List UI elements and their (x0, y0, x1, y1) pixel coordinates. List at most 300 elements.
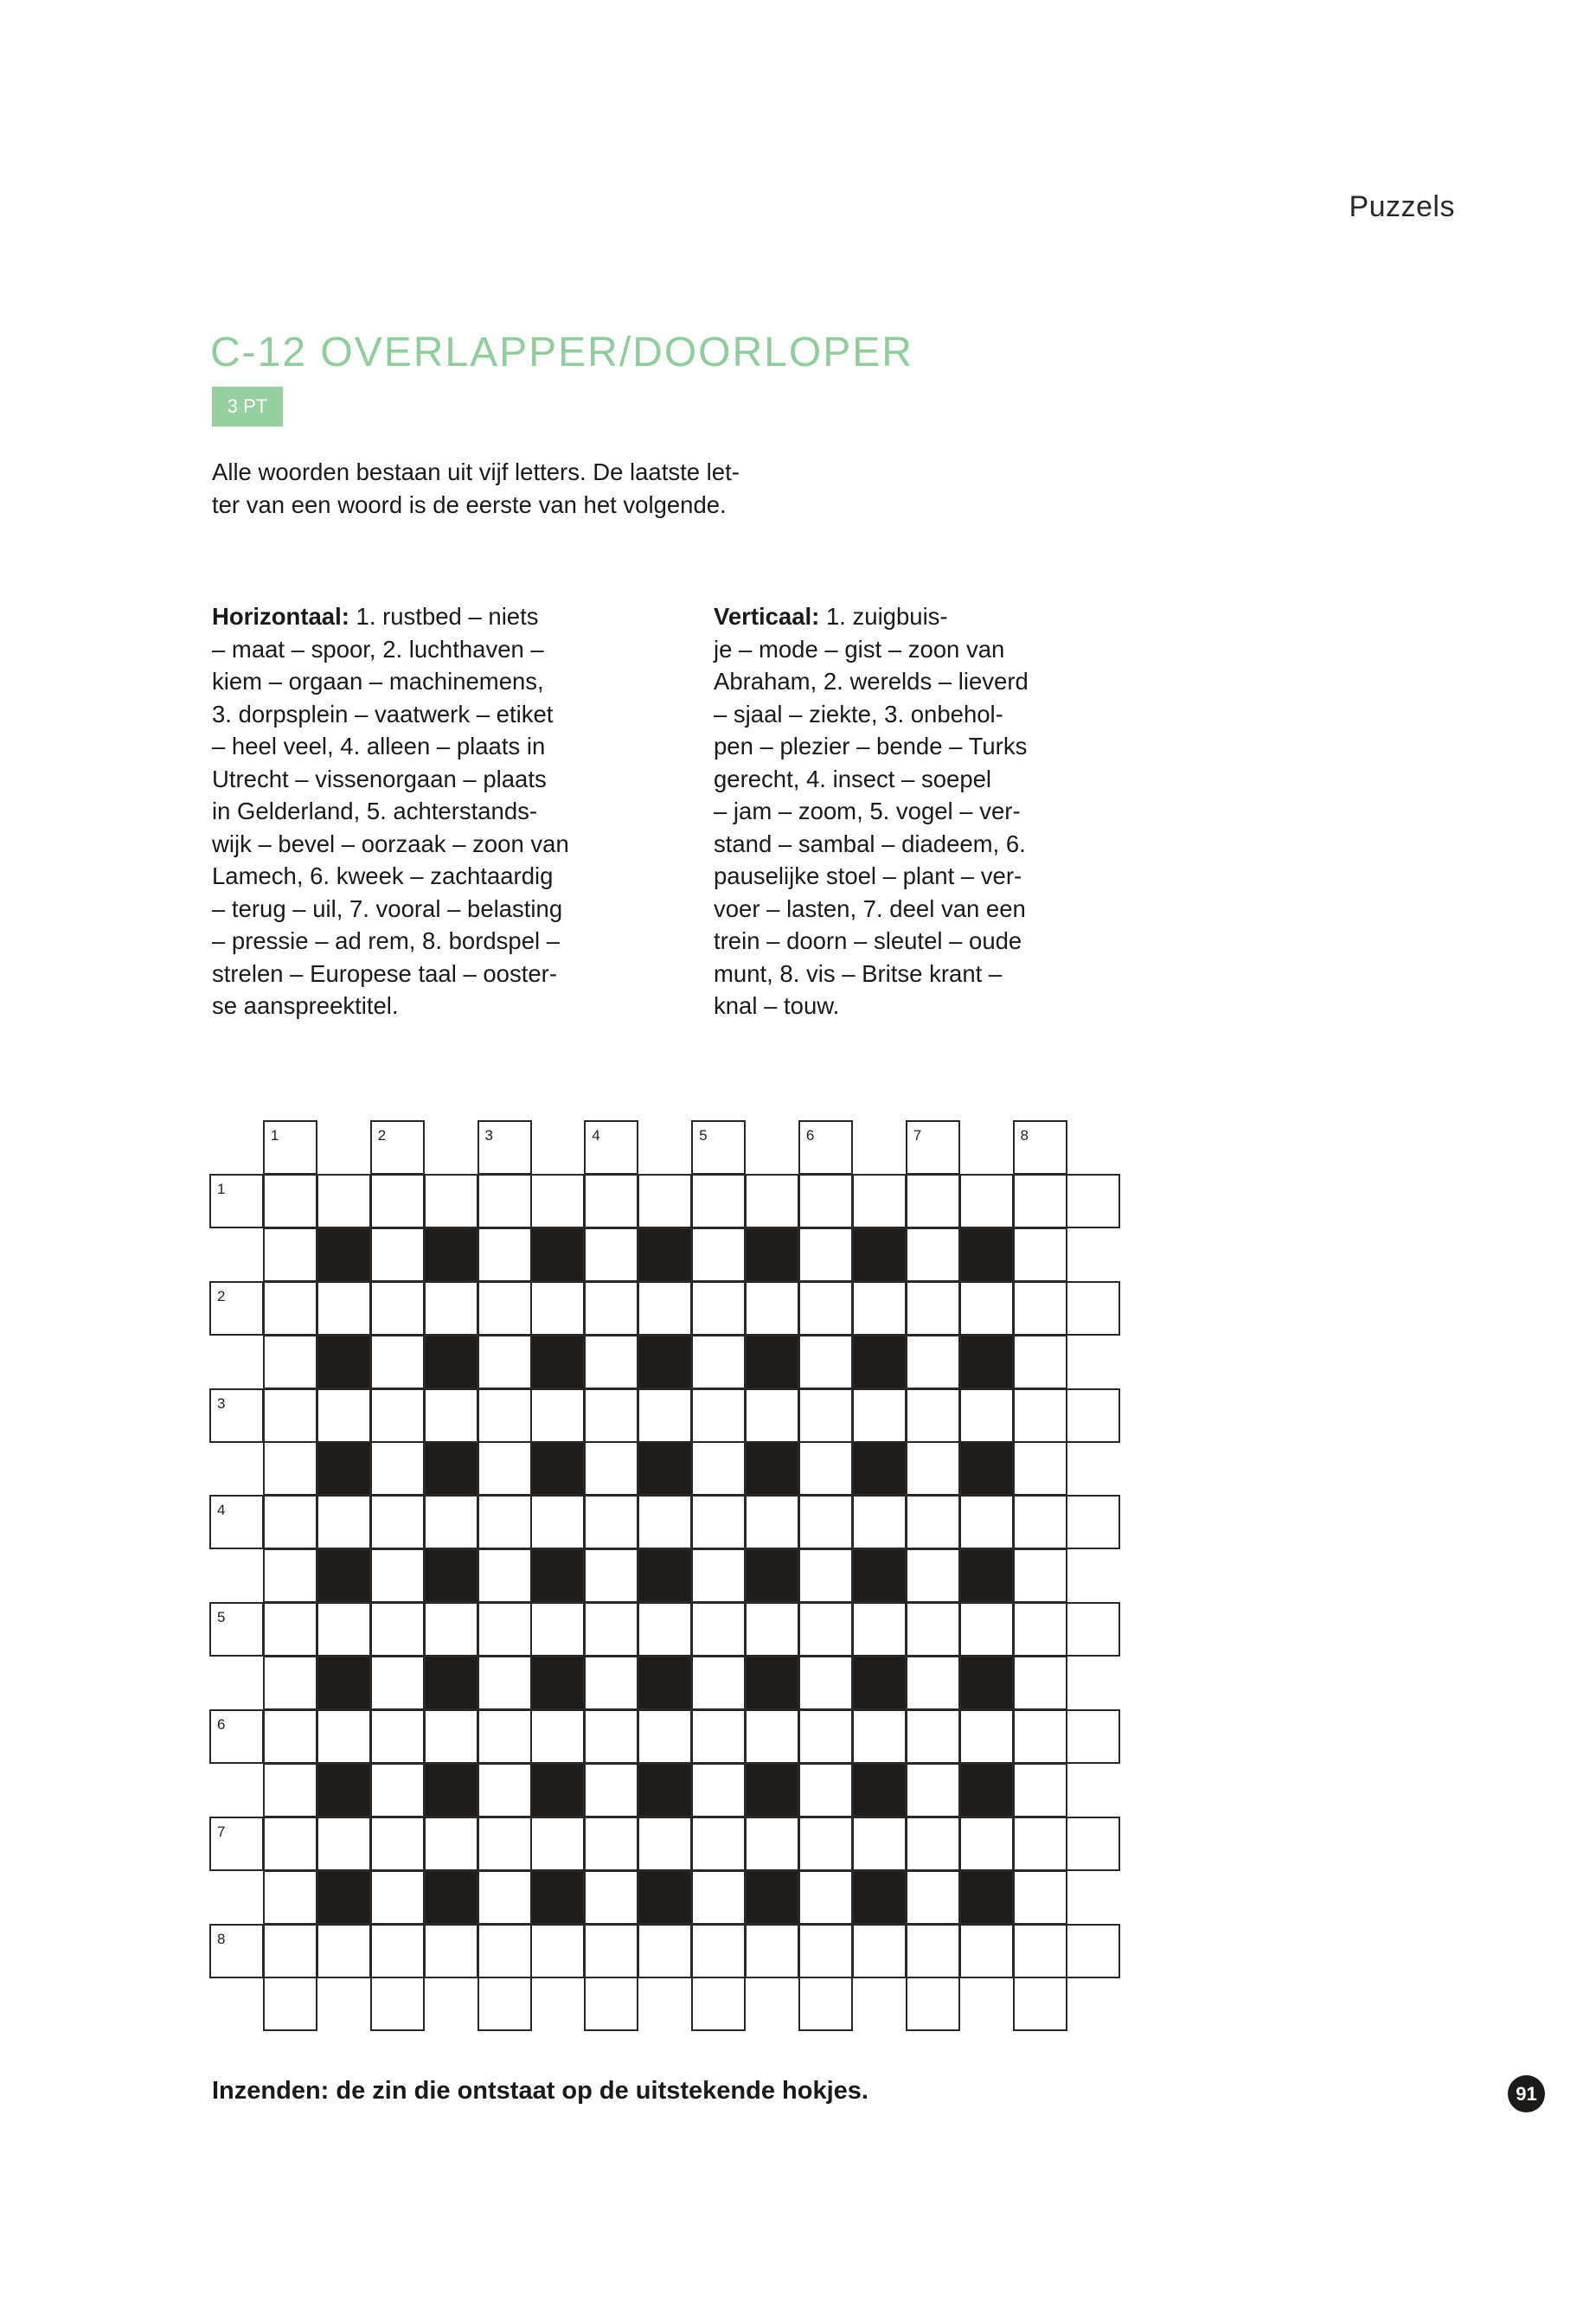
grid-cell[interactable] (691, 1227, 746, 1282)
grid-cell[interactable] (370, 1174, 425, 1228)
grid-cell[interactable] (209, 1495, 264, 1549)
clue-line: – heel veel, 4. alleen – plaats in (212, 733, 546, 760)
grid-cell[interactable] (1013, 1388, 1067, 1443)
crossword-grid (209, 1120, 1120, 2031)
grid-cell[interactable] (745, 1495, 799, 1549)
clue-number: 1 (270, 1127, 279, 1144)
grid-cell[interactable] (209, 1174, 264, 1228)
grid-cell[interactable] (530, 1924, 585, 1978)
grid-cell[interactable] (745, 1602, 799, 1657)
grid-cell[interactable] (263, 1656, 317, 1710)
clue-number: 6 (217, 1715, 226, 1733)
black-cell (638, 1763, 692, 1817)
grid-cell[interactable] (691, 1763, 746, 1817)
grid-cell[interactable] (263, 1817, 317, 1871)
clue-line: – maat – spoor, 2. luchthaven – (212, 635, 544, 663)
grid-cell[interactable] (1013, 1924, 1067, 1978)
grid-cell[interactable] (370, 1281, 425, 1336)
black-cell (317, 1227, 371, 1282)
black-cell (745, 1656, 799, 1710)
grid-cell[interactable] (959, 1281, 1014, 1336)
grid-cell[interactable] (745, 1709, 799, 1764)
grid-cell[interactable] (370, 1335, 425, 1389)
grid-cell[interactable] (906, 1817, 960, 1871)
grid-cell[interactable] (478, 1870, 532, 1925)
grid-cell[interactable] (1013, 1763, 1067, 1817)
grid-cell[interactable] (478, 1656, 532, 1710)
grid-cell[interactable] (906, 1120, 960, 1175)
black-cell (530, 1870, 585, 1925)
grid-cell[interactable] (1013, 1870, 1067, 1925)
grid-cell[interactable] (584, 1548, 638, 1603)
grid-cell[interactable] (906, 1281, 960, 1336)
grid-cell[interactable] (370, 1656, 425, 1710)
grid-cell[interactable] (1013, 1174, 1067, 1228)
grid-cell[interactable] (906, 1656, 960, 1710)
grid-cell[interactable] (638, 1709, 692, 1764)
grid-cell[interactable] (263, 1977, 317, 2031)
clue-line: kiem – orgaan – machinemens, (212, 668, 544, 695)
grid-cell[interactable] (263, 1602, 317, 1657)
grid-cell[interactable] (370, 1709, 425, 1764)
grid-cell[interactable] (906, 1602, 960, 1657)
clue-line: munt, 8. vis – Britse krant – (714, 959, 1003, 987)
black-cell (745, 1441, 799, 1496)
clue-line: – pressie – ad rem, 8. bordspel – (212, 927, 561, 954)
black-cell (959, 1227, 1014, 1282)
grid-cell[interactable] (691, 1602, 746, 1657)
grid-cell[interactable] (584, 1388, 638, 1443)
submission-instruction: Inzenden: de zin die ontstaat op de uitstekende hokjes. (212, 2077, 869, 2105)
clue-line (714, 600, 1029, 633)
grid-cell[interactable] (906, 1548, 960, 1603)
clue-line (212, 600, 569, 633)
grid-cell[interactable] (478, 1602, 532, 1657)
black-cell (317, 1335, 371, 1389)
grid-cell[interactable] (745, 1817, 799, 1871)
black-cell (530, 1763, 585, 1817)
grid-cell[interactable] (263, 1281, 317, 1336)
grid-cell[interactable] (424, 1924, 478, 1978)
clue-number: 5 (217, 1609, 226, 1626)
grid-cell[interactable] (478, 1977, 532, 2031)
clue-heading: Verticaal: (714, 603, 820, 630)
grid-cell[interactable] (530, 1817, 585, 1871)
clue-line: Lamech, 6. kweek – zachtaardig (212, 862, 554, 889)
grid-cell[interactable] (530, 1388, 585, 1443)
grid-cell[interactable] (852, 1281, 907, 1336)
grid-cell[interactable] (1013, 1548, 1067, 1603)
grid-cell[interactable] (370, 1602, 425, 1657)
clue-line: 3. dorpsplein – vaatwerk – etiket (212, 700, 554, 727)
black-cell (852, 1335, 907, 1389)
grid-cell[interactable] (263, 1335, 317, 1389)
grid-cell[interactable] (263, 1870, 317, 1925)
grid-cell[interactable] (1013, 1281, 1067, 1336)
black-cell (638, 1870, 692, 1925)
grid-cell[interactable] (263, 1495, 317, 1549)
grid-cell[interactable] (584, 1441, 638, 1496)
section-label: Puzzels (1349, 190, 1455, 223)
clue-line: Abraham, 2. werelds – lieverd (714, 668, 1029, 695)
grid-cell[interactable] (584, 1281, 638, 1336)
grid-cell[interactable] (424, 1281, 478, 1336)
grid-cell[interactable] (852, 1817, 907, 1871)
black-cell (424, 1441, 478, 1496)
clue-line: Utrecht – vissenorgaan – plaats (212, 765, 547, 792)
clue-number: 2 (377, 1127, 387, 1144)
grid-cell[interactable] (584, 1763, 638, 1817)
grid-cell[interactable] (478, 1495, 532, 1549)
grid-cell[interactable] (263, 1174, 317, 1228)
grid-cell[interactable] (1013, 1709, 1067, 1764)
grid-cell[interactable] (798, 1656, 853, 1710)
grid-cell[interactable] (317, 1281, 371, 1336)
intro-line: Alle woorden bestaan uit vijf letters. De laatste let- (212, 458, 740, 485)
clue-line: pen – plezier – bende – Turks (714, 733, 1028, 760)
clue-number: 5 (699, 1127, 708, 1144)
grid-cell[interactable] (691, 1335, 746, 1389)
grid-cell[interactable] (852, 1495, 907, 1549)
grid-cell[interactable] (798, 1870, 853, 1925)
grid-cell[interactable] (424, 1817, 478, 1871)
grid-cell[interactable] (1013, 1227, 1067, 1282)
grid-cell[interactable] (959, 1174, 1014, 1228)
clue-text: 1. rustbed – niets (349, 603, 539, 630)
black-cell (852, 1763, 907, 1817)
black-cell (317, 1548, 371, 1603)
page-number: 91 (1508, 2075, 1545, 2112)
grid-cell[interactable] (478, 1335, 532, 1389)
grid-cell[interactable] (478, 1227, 532, 1282)
grid-cell[interactable] (1013, 1977, 1067, 2031)
grid-cell[interactable] (638, 1817, 692, 1871)
grid-cell[interactable] (317, 1924, 371, 1978)
grid-cell[interactable] (209, 1388, 264, 1443)
grid-cell[interactable] (584, 1870, 638, 1925)
black-cell (959, 1335, 1014, 1389)
clue-line: stand – sambal – diadeem, 6. (714, 830, 1026, 857)
grid-cell[interactable] (584, 1174, 638, 1228)
black-cell (530, 1441, 585, 1496)
grid-cell[interactable] (959, 1495, 1014, 1549)
grid-cell[interactable] (263, 1709, 317, 1764)
grid-cell[interactable] (317, 1388, 371, 1443)
grid-cell[interactable] (1066, 1602, 1120, 1657)
vertical-clues (714, 600, 1029, 1022)
grid-cell[interactable] (691, 1495, 746, 1549)
clue-number: 3 (484, 1127, 493, 1144)
black-cell (424, 1227, 478, 1282)
grid-cell[interactable] (691, 1924, 746, 1978)
grid-cell[interactable] (370, 1495, 425, 1549)
grid-cell[interactable] (370, 1227, 425, 1282)
grid-cell[interactable] (852, 1602, 907, 1657)
grid-cell[interactable] (530, 1174, 585, 1228)
grid-cell[interactable] (1013, 1120, 1067, 1175)
grid-cell[interactable] (798, 1548, 853, 1603)
grid-cell[interactable] (424, 1388, 478, 1443)
clue-number: 8 (217, 1930, 226, 1947)
grid-cell[interactable] (478, 1120, 532, 1175)
grid-cell[interactable] (1066, 1174, 1120, 1228)
clue-number: 3 (217, 1394, 226, 1412)
black-cell (638, 1548, 692, 1603)
grid-cell[interactable] (584, 1977, 638, 2031)
grid-cell[interactable] (370, 1870, 425, 1925)
grid-cell[interactable] (798, 1388, 853, 1443)
points-badge: 3 PT (212, 387, 283, 426)
grid-cell[interactable] (906, 1763, 960, 1817)
clue-number: 4 (592, 1127, 600, 1144)
grid-cell[interactable] (478, 1817, 532, 1871)
black-cell (638, 1227, 692, 1282)
grid-cell[interactable] (478, 1174, 532, 1228)
grid-cell[interactable] (638, 1924, 692, 1978)
grid-cell[interactable] (691, 1817, 746, 1871)
black-cell (852, 1870, 907, 1925)
black-cell (424, 1870, 478, 1925)
grid-cell[interactable] (798, 1335, 853, 1389)
grid-cell[interactable] (852, 1924, 907, 1978)
grid-cell[interactable] (798, 1602, 853, 1657)
grid-cell[interactable] (798, 1709, 853, 1764)
grid-cell[interactable] (209, 1281, 264, 1336)
grid-cell[interactable] (478, 1281, 532, 1336)
clue-number: 6 (805, 1127, 815, 1144)
grid-cell[interactable] (1013, 1656, 1067, 1710)
grid-cell[interactable] (584, 1924, 638, 1978)
grid-cell[interactable] (959, 1817, 1014, 1871)
grid-cell[interactable] (1013, 1602, 1067, 1657)
grid-cell[interactable] (584, 1335, 638, 1389)
grid-cell[interactable] (370, 1817, 425, 1871)
grid-cell[interactable] (691, 1388, 746, 1443)
grid-cell[interactable] (638, 1174, 692, 1228)
grid-cell[interactable] (370, 1924, 425, 1978)
clue-number: 2 (217, 1287, 226, 1304)
clue-line: strelen – Europese taal – ooster- (212, 959, 557, 987)
grid-cell[interactable] (959, 1924, 1014, 1978)
black-cell (959, 1548, 1014, 1603)
grid-cell[interactable] (959, 1388, 1014, 1443)
clue-line: wijk – bevel – oorzaak – zoon van (212, 830, 569, 857)
grid-cell[interactable] (906, 1870, 960, 1925)
grid-cell[interactable] (798, 1495, 853, 1549)
grid-cell[interactable] (691, 1548, 746, 1603)
grid-cell[interactable] (317, 1817, 371, 1871)
grid-cell[interactable] (530, 1281, 585, 1336)
grid-cell[interactable] (798, 1227, 853, 1282)
grid-cell[interactable] (691, 1709, 746, 1764)
grid-cell[interactable] (263, 1441, 317, 1496)
grid-cell[interactable] (317, 1495, 371, 1549)
puzzle-title: C-12 OVERLAPPER/DOORLOPER (210, 330, 913, 375)
clue-number: 4 (217, 1502, 226, 1519)
clue-line: – terug – uil, 7. vooral – belasting (212, 894, 563, 922)
grid-cell[interactable] (798, 1977, 853, 2031)
grid-cell[interactable] (584, 1602, 638, 1657)
grid-cell[interactable] (798, 1924, 853, 1978)
grid-cell[interactable] (1066, 1817, 1120, 1871)
black-cell (852, 1548, 907, 1603)
grid-cell[interactable] (1066, 1709, 1120, 1764)
clue-line: – jam – zoom, 5. vogel – ver- (714, 798, 1021, 824)
grid-cell[interactable] (745, 1281, 799, 1336)
grid-cell[interactable] (1013, 1441, 1067, 1496)
grid-cell[interactable] (370, 1977, 425, 2031)
grid-cell[interactable] (370, 1120, 425, 1175)
black-cell (317, 1656, 371, 1710)
black-cell (852, 1441, 907, 1496)
grid-cell[interactable] (638, 1281, 692, 1336)
grid-cell[interactable] (906, 1335, 960, 1389)
grid-cell[interactable] (424, 1495, 478, 1549)
grid-cell[interactable] (852, 1388, 907, 1443)
grid-cell[interactable] (478, 1709, 532, 1764)
grid-cell[interactable] (584, 1817, 638, 1871)
grid-cell[interactable] (263, 1120, 317, 1175)
clue-line: in Gelderland, 5. achterstands- (212, 798, 538, 824)
grid-cell[interactable] (745, 1388, 799, 1443)
grid-cell[interactable] (584, 1120, 638, 1175)
black-cell (530, 1227, 585, 1282)
grid-cell[interactable] (478, 1763, 532, 1817)
grid-cell[interactable] (530, 1709, 585, 1764)
grid-cell[interactable] (638, 1388, 692, 1443)
black-cell (638, 1656, 692, 1710)
grid-cell[interactable] (959, 1709, 1014, 1764)
grid-cell[interactable] (798, 1817, 853, 1871)
grid-cell[interactable] (370, 1441, 425, 1496)
clue-line: trein – doorn – sleutel – oude (714, 927, 1022, 954)
grid-cell[interactable] (584, 1227, 638, 1282)
black-cell (745, 1763, 799, 1817)
grid-cell[interactable] (584, 1495, 638, 1549)
grid-cell[interactable] (584, 1709, 638, 1764)
clue-text: 1. zuigbuis- (819, 603, 948, 630)
grid-cell[interactable] (906, 1977, 960, 2031)
grid-cell[interactable] (584, 1656, 638, 1710)
black-cell (638, 1335, 692, 1389)
grid-cell[interactable] (478, 1388, 532, 1443)
grid-cell[interactable] (906, 1174, 960, 1228)
grid-cell[interactable] (906, 1388, 960, 1443)
black-cell (745, 1548, 799, 1603)
black-cell (638, 1441, 692, 1496)
grid-cell[interactable] (691, 1977, 746, 2031)
grid-cell[interactable] (906, 1441, 960, 1496)
grid-cell[interactable] (691, 1656, 746, 1710)
grid-cell[interactable] (691, 1441, 746, 1496)
grid-cell[interactable] (906, 1227, 960, 1282)
grid-cell[interactable] (424, 1174, 478, 1228)
grid-cell[interactable] (263, 1227, 317, 1282)
grid-cell[interactable] (1066, 1388, 1120, 1443)
clue-line: voer – lasten, 7. deel van een (714, 894, 1026, 922)
clue-line: – sjaal – ziekte, 3. onbehol- (714, 700, 1003, 727)
grid-cell[interactable] (745, 1174, 799, 1228)
black-cell (424, 1656, 478, 1710)
grid-cell[interactable] (691, 1174, 746, 1228)
grid-cell[interactable] (530, 1602, 585, 1657)
grid-cell[interactable] (209, 1602, 264, 1657)
grid-cell[interactable] (1066, 1281, 1120, 1336)
grid-cell[interactable] (370, 1388, 425, 1443)
black-cell (852, 1227, 907, 1282)
grid-cell[interactable] (852, 1174, 907, 1228)
grid-cell[interactable] (798, 1174, 853, 1228)
grid-cell[interactable] (691, 1870, 746, 1925)
grid-cell[interactable] (209, 1924, 264, 1978)
clue-number: 7 (913, 1127, 922, 1144)
grid-cell[interactable] (263, 1763, 317, 1817)
grid-cell[interactable] (852, 1709, 907, 1764)
grid-cell[interactable] (1013, 1335, 1067, 1389)
grid-cell[interactable] (370, 1548, 425, 1603)
grid-cell[interactable] (478, 1924, 532, 1978)
grid-cell[interactable] (424, 1709, 478, 1764)
clue-line: se aanspreektitel. (212, 992, 399, 1019)
grid-cell[interactable] (906, 1709, 960, 1764)
grid-cell[interactable] (478, 1548, 532, 1603)
grid-cell[interactable] (209, 1817, 264, 1871)
grid-cell[interactable] (209, 1709, 264, 1764)
grid-cell[interactable] (1066, 1495, 1120, 1549)
clue-number: 1 (217, 1180, 226, 1197)
grid-cell[interactable] (263, 1548, 317, 1603)
grid-cell[interactable] (1013, 1817, 1067, 1871)
black-cell (530, 1656, 585, 1710)
grid-cell[interactable] (263, 1924, 317, 1978)
grid-cell[interactable] (638, 1495, 692, 1549)
black-cell (959, 1656, 1014, 1710)
black-cell (424, 1335, 478, 1389)
grid-cell[interactable] (317, 1709, 371, 1764)
clue-heading: Horizontaal: (212, 603, 349, 630)
grid-cell[interactable] (798, 1120, 853, 1175)
grid-cell[interactable] (691, 1281, 746, 1336)
grid-cell[interactable] (317, 1602, 371, 1657)
clue-line: pauselijke stoel – plant – ver- (714, 862, 1022, 889)
grid-cell[interactable] (798, 1281, 853, 1336)
grid-cell[interactable] (424, 1602, 478, 1657)
black-cell (959, 1441, 1014, 1496)
grid-cell[interactable] (263, 1388, 317, 1443)
intro-line: ter van een woord is de eerste van het volgende. (212, 490, 727, 518)
grid-cell[interactable] (798, 1763, 853, 1817)
grid-cell[interactable] (906, 1495, 960, 1549)
grid-cell[interactable] (906, 1924, 960, 1978)
grid-cell[interactable] (959, 1602, 1014, 1657)
grid-cell[interactable] (1013, 1495, 1067, 1549)
grid-cell[interactable] (530, 1495, 585, 1549)
grid-cell[interactable] (745, 1924, 799, 1978)
grid-cell[interactable] (638, 1602, 692, 1657)
black-cell (317, 1441, 371, 1496)
black-cell (745, 1870, 799, 1925)
grid-cell[interactable] (370, 1763, 425, 1817)
grid-cell[interactable] (478, 1441, 532, 1496)
grid-cell[interactable] (1066, 1924, 1120, 1978)
clue-line: knal – touw. (714, 992, 840, 1019)
grid-cell[interactable] (798, 1441, 853, 1496)
black-cell (424, 1548, 478, 1603)
black-cell (959, 1870, 1014, 1925)
grid-cell[interactable] (317, 1174, 371, 1228)
black-cell (424, 1763, 478, 1817)
grid-cell[interactable] (691, 1120, 746, 1175)
